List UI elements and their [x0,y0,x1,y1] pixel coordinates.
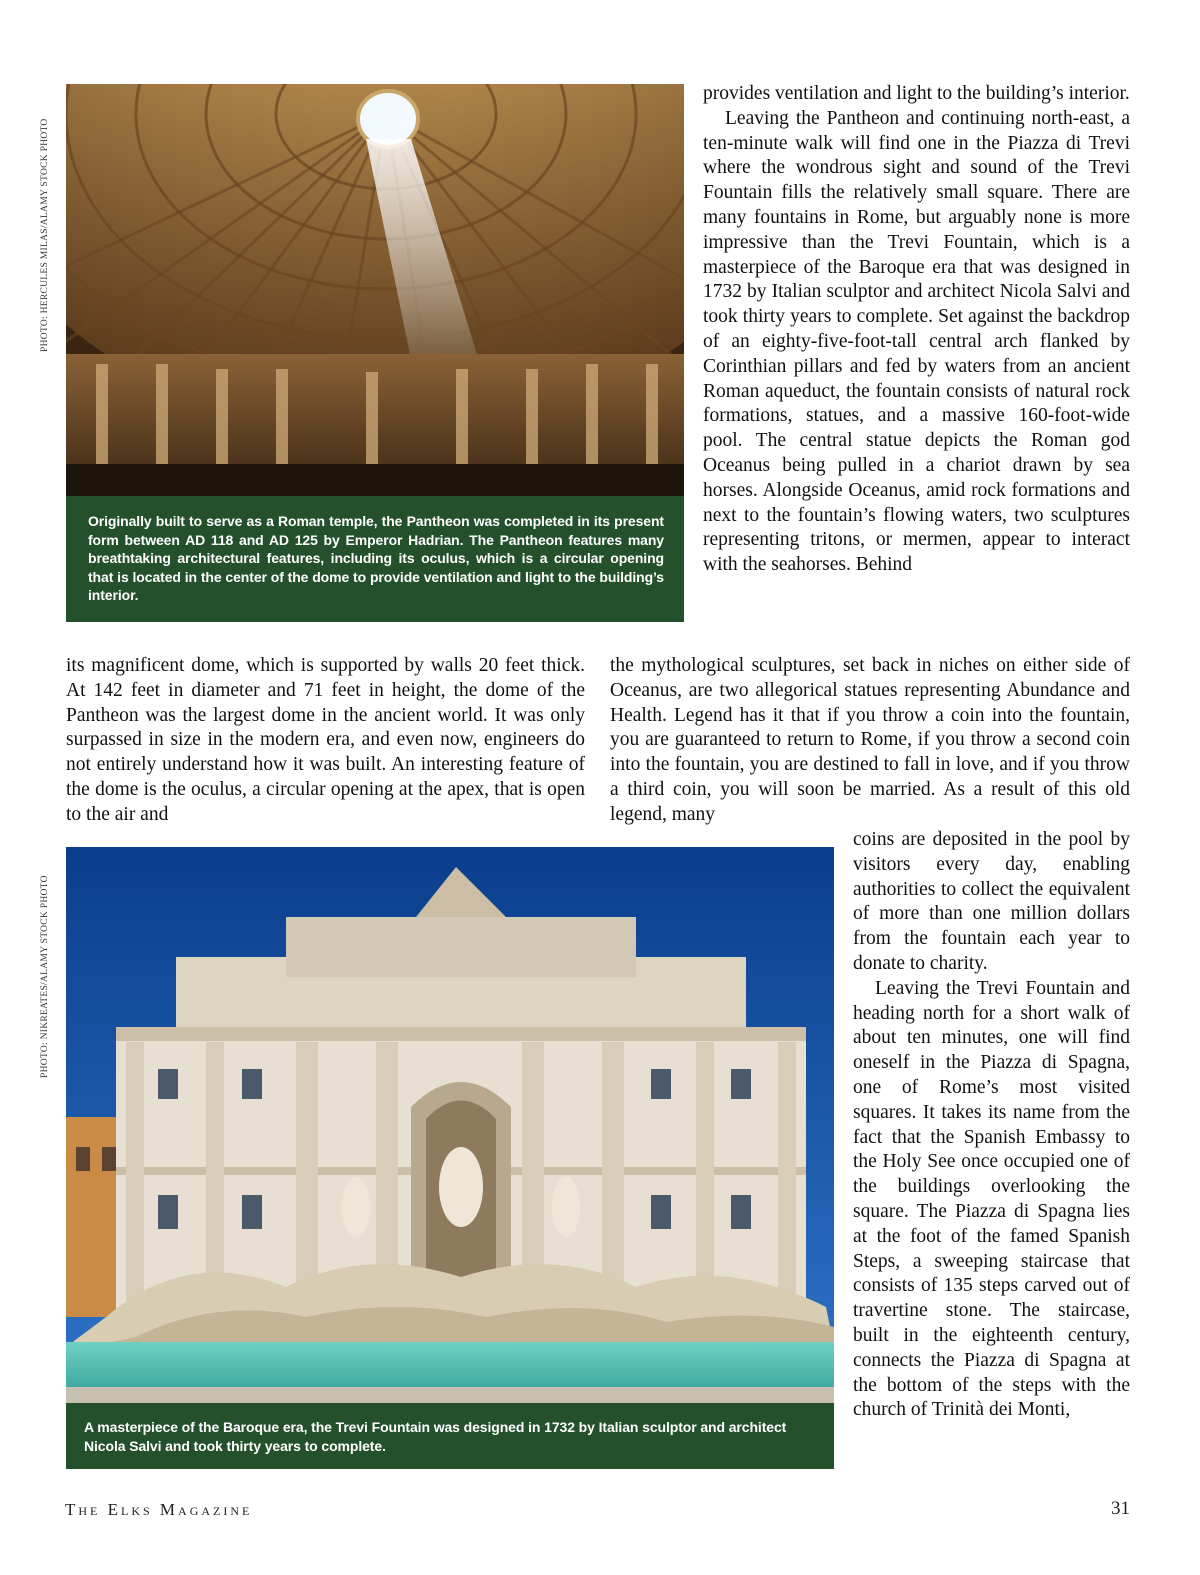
article-right-middle-column [610,654,1130,828]
pantheon-photo-credit: PHOTO: HERCULES MILAS/ALAMY STOCK PHOTO [40,118,50,352]
page-number: 31 [1111,1498,1130,1519]
paragraph: the mythological sculptures, set back in niches on either side of Oceanus, are two allegorical statues representing Abundance and Health. Legend has it that if you throw a coin into the fountain, you are guaranteed to return to Rome, if you throw a second coin into the fountain, you are destined to fall in love, and if you throw a third coin, you will soon be married. As a result of this old legend, many [610,655,1130,825]
pantheon-photo [66,84,684,496]
trevi-fountain-photo [66,847,834,1403]
article-right-top-column [703,82,1130,578]
trevi-fountain-illustration [66,847,834,1403]
paragraph: coins are deposited in the pool by visitors every day, enabling authorities to collect the equivalent of more than one million dollars from the fountain each year to donate to charity. [853,829,1130,974]
magazine-name: The Elks Magazine [65,1500,253,1519]
trevi-caption-text: A masterpiece of the Baroque era, the Trevi Fountain was designed in 1732 by Italian sculptor and architect Nicola Salvi and took thirty years to complete. [84,1419,787,1454]
paragraph: Leaving the Trevi Fountain and heading north for a short walk of about ten minutes, one will find oneself in the Piazza di Spagna, one of Rome’s most visited squares. It takes its name from the fact that the Spanish Embassy to the Holy See once occupied one of the buildings overlooking the square. The Piazza di Spagna lies at the foot of the famed Spanish Steps, a sweeping staircase that consists of 135 steps carved out of travertine stone. The staircase, built in the eighteenth century, connects the Piazza di Spagna at the bottom of the steps with the church of Trinità dei Monti, [853,977,1130,1421]
trevi-photo-credit: PHOTO: NIKREATES/ALAMY STOCK PHOTO [40,875,50,1078]
paragraph: its magnificent dome, which is supported by walls 20 feet thick. At 142 feet in diameter and 71 feet in height, the dome of the Pantheon was the largest dome in the ancient world. It was only surpassed in size in the modern era, and even now, engineers do not entirely understand how it was built. An interesting feature of the dome is the oculus, a circular opening at the apex, that is open to the air and [66,655,585,825]
article-right-bottom-column [853,828,1130,1423]
pantheon-caption-text: Originally built to serve as a Roman temple, the Pantheon was completed in its present form between AD 118 and AD 125 by Emperor Hadrian. The Pantheon features many breathtaking architectural features, including its oculus, which is a circular opening that is located in the center of the dome to provide ventilation and light to the building’s interior. [88,513,664,603]
pantheon-illustration [66,84,684,496]
paragraph: provides ventilation and light to the building’s interior. [703,83,1130,104]
pantheon-caption [66,496,684,622]
article-left-middle-column [66,654,585,828]
trevi-caption [66,1403,834,1469]
paragraph: Leaving the Pantheon and continuing north-east, a ten-minute walk will find one in the Piazza di Trevi where the wondrous sight and sound of the Trevi Fountain fills the relatively small square. There are many fountains in Rome, but arguably none is more impressive than the Trevi Fountain, which is a masterpiece of the Baroque era that was designed in 1732 by Italian sculptor and architect Nicola Salvi and took thirty years to complete. Set against the backdrop of an eighty-five-foot-tall central arch flanked by Corinthian pillars and fed by waters from an ancient Roman aqueduct, the fountain consists of natural rock formations, statues, and a massive 160-foot-wide pool. The central statue depicts the Roman god Oceanus being pulled in a chariot drawn by sea horses. Alongside Oceanus, amid rock formations and next to the fountain’s flowing waters, two sculptures representing tritons, or mermen, appear to interact with the seahorses. Behind [703,107,1130,576]
